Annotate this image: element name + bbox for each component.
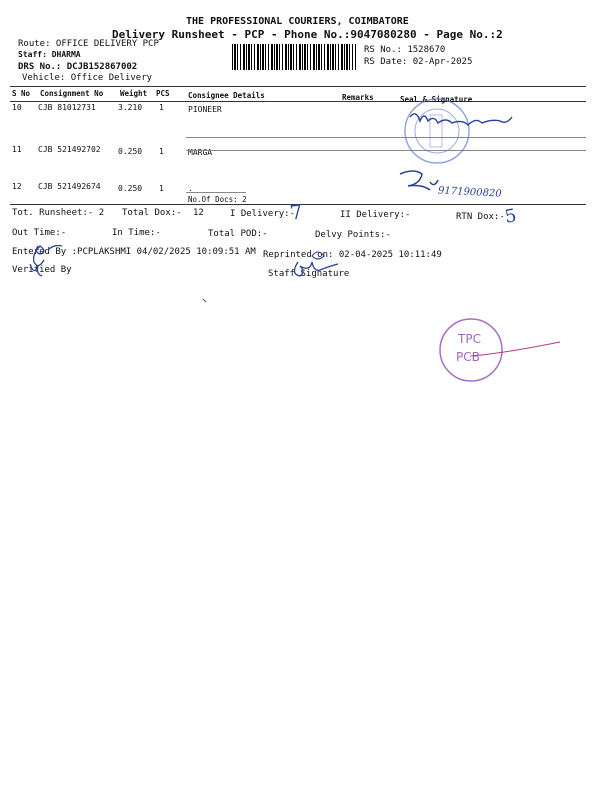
stamp-text-pcb: PCB	[456, 350, 480, 364]
col-header-consignee: Consignee Details	[188, 91, 265, 100]
staff-signature-label: Staff Signature	[268, 269, 350, 279]
row-10-weight: 3.210	[118, 103, 143, 112]
col-header-consignment: Consignment No	[40, 89, 104, 98]
col-header-pcs: PCS	[156, 89, 170, 98]
row-11-weight: 0.250	[118, 147, 143, 156]
runsheet-title: Delivery Runsheet - PCP - Phone No.:9047080280 - Page No.:2	[112, 28, 503, 41]
entered-by-initials	[34, 246, 62, 266]
reprinted-on: Reprinted on: 02-04-2025 10:11:49	[263, 250, 442, 260]
i-delivery-label: I Delivery:-	[230, 209, 296, 219]
total-pod-label: Total POD:-	[208, 229, 268, 239]
row-12-pcs: 1	[159, 184, 164, 193]
out-time-label: Out Time:-	[12, 228, 67, 238]
row-10-pcs: 1	[159, 103, 164, 112]
col-header-sno: S No	[12, 89, 31, 98]
handwritten-i-delivery: 7	[288, 199, 305, 225]
ii-delivery-label: II Delivery:-	[340, 210, 411, 220]
row-12-weight: 0.250	[118, 184, 143, 193]
handwritten-phone: 9171900820	[437, 185, 502, 200]
route-label: Route: OFFICE DELIVERY PCP	[18, 39, 159, 49]
company-name: THE PROFESSIONAL COURIERS, COIMBATORE	[186, 16, 409, 27]
in-time-label: In Time:-	[112, 228, 161, 238]
row-12-consignment: CJB 521492674	[38, 182, 101, 191]
drs-number: DRS No.: DCJB152867002	[18, 62, 138, 72]
handwritten-rtn-dox: 5	[503, 205, 519, 228]
col-header-remarks: Remarks	[342, 93, 374, 102]
entered-by: Entered By :PCPLAKSHMI 04/02/2025 10:09:51 AM	[12, 247, 256, 257]
consignee-seal	[405, 99, 469, 163]
vehicle-label: Vehicle: Office Delivery	[22, 73, 153, 83]
row-11-consignee: MARGA	[188, 148, 213, 157]
row-12-consignee: .	[188, 184, 193, 193]
stamp-text-tpc: TPC	[458, 332, 481, 346]
verified-by: Verified By	[12, 265, 72, 275]
tot-runsheet: Tot. Runsheet:- 2	[12, 208, 105, 218]
staff-label: Staff: DHARMA	[18, 50, 81, 59]
row-12-sno: 12	[12, 182, 22, 191]
col-header-seal: Seal & Signature	[400, 95, 473, 104]
row-11-consignment: CJB 521492702	[38, 145, 101, 154]
row-10-consignment: CJB 81012731	[38, 103, 96, 112]
row-12-doc-count: No.Of Docs: 2	[188, 195, 247, 204]
staff-signature	[294, 262, 338, 276]
consignee-signature-2	[400, 171, 438, 190]
rs-number: RS No.: 1528670	[364, 45, 446, 55]
rs-date: RS Date: 02-Apr-2025	[364, 57, 473, 67]
reprinted-mark	[312, 252, 324, 259]
consignee-signature-1	[410, 114, 512, 125]
verified-by-scribble	[30, 264, 42, 276]
total-dox-label: Total Dox:-	[122, 208, 182, 218]
rtn-dox-label: RTN Dox:-	[456, 212, 505, 222]
delvy-points-label: Delvy Points:-	[315, 230, 391, 240]
stray-mark	[203, 299, 206, 302]
total-dox-value: 12	[193, 208, 204, 218]
row-10-sno: 10	[12, 103, 22, 112]
row-11-sno: 11	[12, 145, 22, 154]
row-11-pcs: 1	[159, 147, 164, 156]
row-10-consignee: PIONEER	[188, 105, 222, 114]
col-header-weight: Weight	[120, 89, 148, 98]
